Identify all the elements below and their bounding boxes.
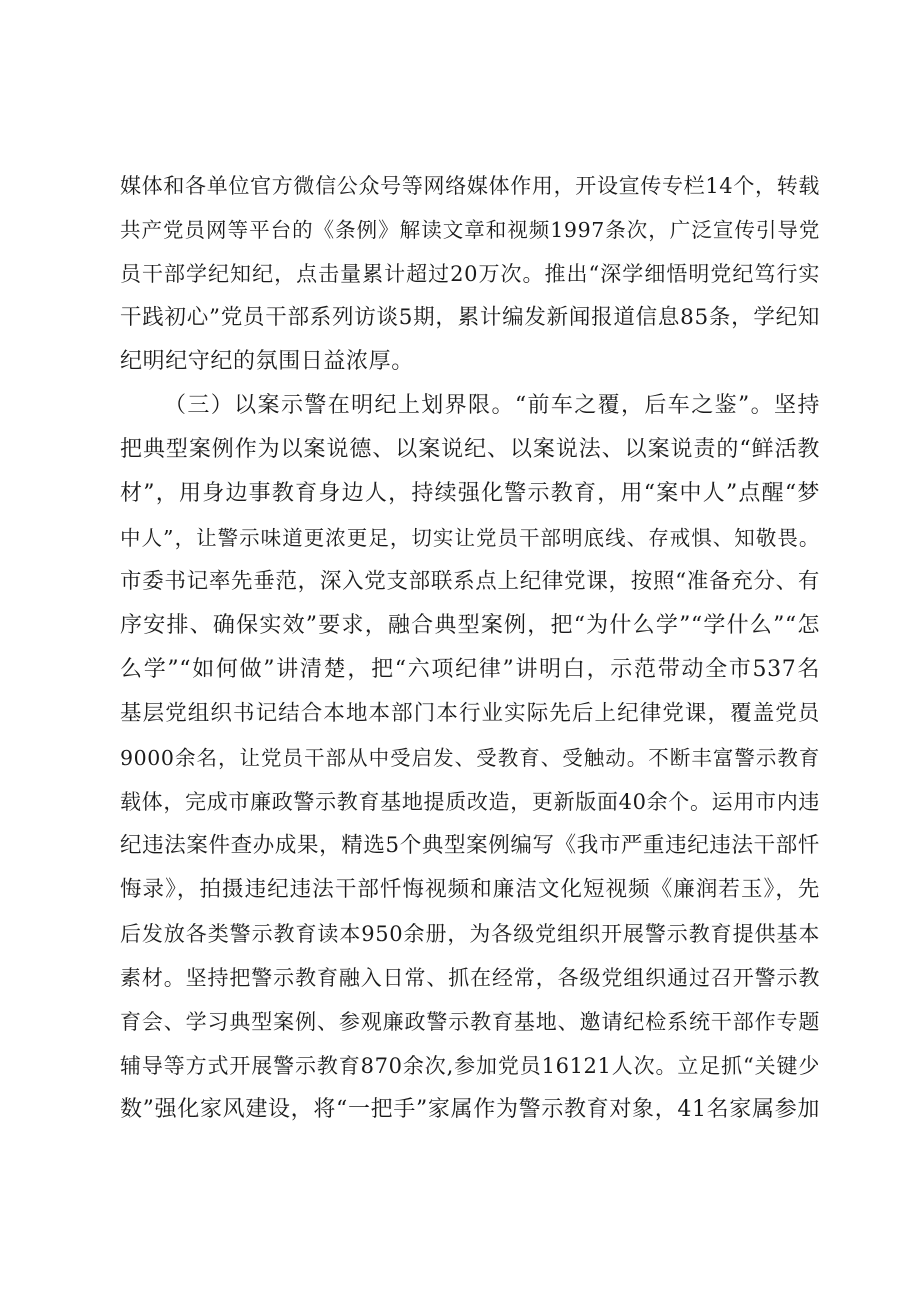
section-heading-line: （三）以案示警在明纪上划界限。“前车之覆，后车之鉴”。坚持 — [164, 393, 820, 418]
text-line: 后发放各类警示教育读本950余册，为各级党组织开展警示教育提供基本 — [120, 922, 820, 946]
paragraph-warning-education — [120, 384, 820, 1132]
text-line: 载体，完成市廉政警示教育基地提质改造，更新版面40余个。运用市内违 — [120, 790, 820, 814]
text-line: 市委书记率先垂范，深入党支部联系点上纪律党课，按照“准备充分、有 — [120, 569, 820, 594]
text-line: 育会、学习典型案例、参观廉政警示教育基地、邀请纪检系统干部作专题 — [120, 1010, 820, 1034]
text-line: 干践初心”党员干部系列访谈5期，累计编发新闻报道信息85条，学纪知 — [120, 305, 820, 330]
text-line: 纪明纪守纪的氛围日益浓厚。 — [120, 349, 414, 374]
text-line: 9000余名，让党员干部从中受启发、受教育、受触动。不断丰富警示教育 — [120, 746, 820, 770]
text-line: 基层党组织书记结合本地本部门本行业实际先后上纪律党课，覆盖党员 — [120, 701, 820, 726]
text-line: 媒体和各单位官方微信公众号等网络媒体作用，开设宣传专栏14个，转载 — [120, 174, 820, 198]
text-line: 数”强化家风建设，将“一把手”家属作为警示教育对象，41名家属参加 — [120, 1097, 820, 1122]
text-line: 把典型案例作为以案说德、以案说纪、以案说法、以案说责的“鲜活教 — [120, 437, 820, 462]
text-line: 素材。坚持把警示教育融入日常、抓在经常，各级党组织通过召开警示教 — [120, 966, 820, 990]
text-line: 共产党员网等平台的《条例》解读文章和视频1997条次，广泛宣传引导党 — [120, 218, 820, 242]
text-line: 纪违法案件查办成果，精选5个典型案例编写《我市严重违纪违法干部忏 — [120, 833, 820, 858]
text-line: 辅导等方式开展警示教育870余次,参加党员16121人次。立足抓“关键少 — [120, 1054, 820, 1078]
text-line: 序安排、确保实效”要求，融合典型案例，把“为什么学”“学什么”“怎 — [120, 613, 820, 638]
text-line: 员干部学纪知纪，点击量累计超过20万次。推出“深学细悟明党纪笃行实 — [120, 262, 820, 286]
paragraph-media-publicity — [120, 164, 820, 384]
text-line: 么学”“如何做”讲清楚，把“六项纪律”讲明白，示范带动全市537名 — [120, 657, 820, 682]
text-line: 材”，用身边事教育身边人，持续强化警示教育，用“案中人”点醒“梦 — [120, 481, 820, 506]
text-line: 悔录》，拍摄违纪违法干部忏悔视频和廉洁文化短视频《廉润若玉》，先 — [120, 877, 820, 902]
text-line: 中人”，让警示味道更浓更足，切实让党员干部明底线、存戒惧、知敬畏。 — [120, 526, 820, 550]
